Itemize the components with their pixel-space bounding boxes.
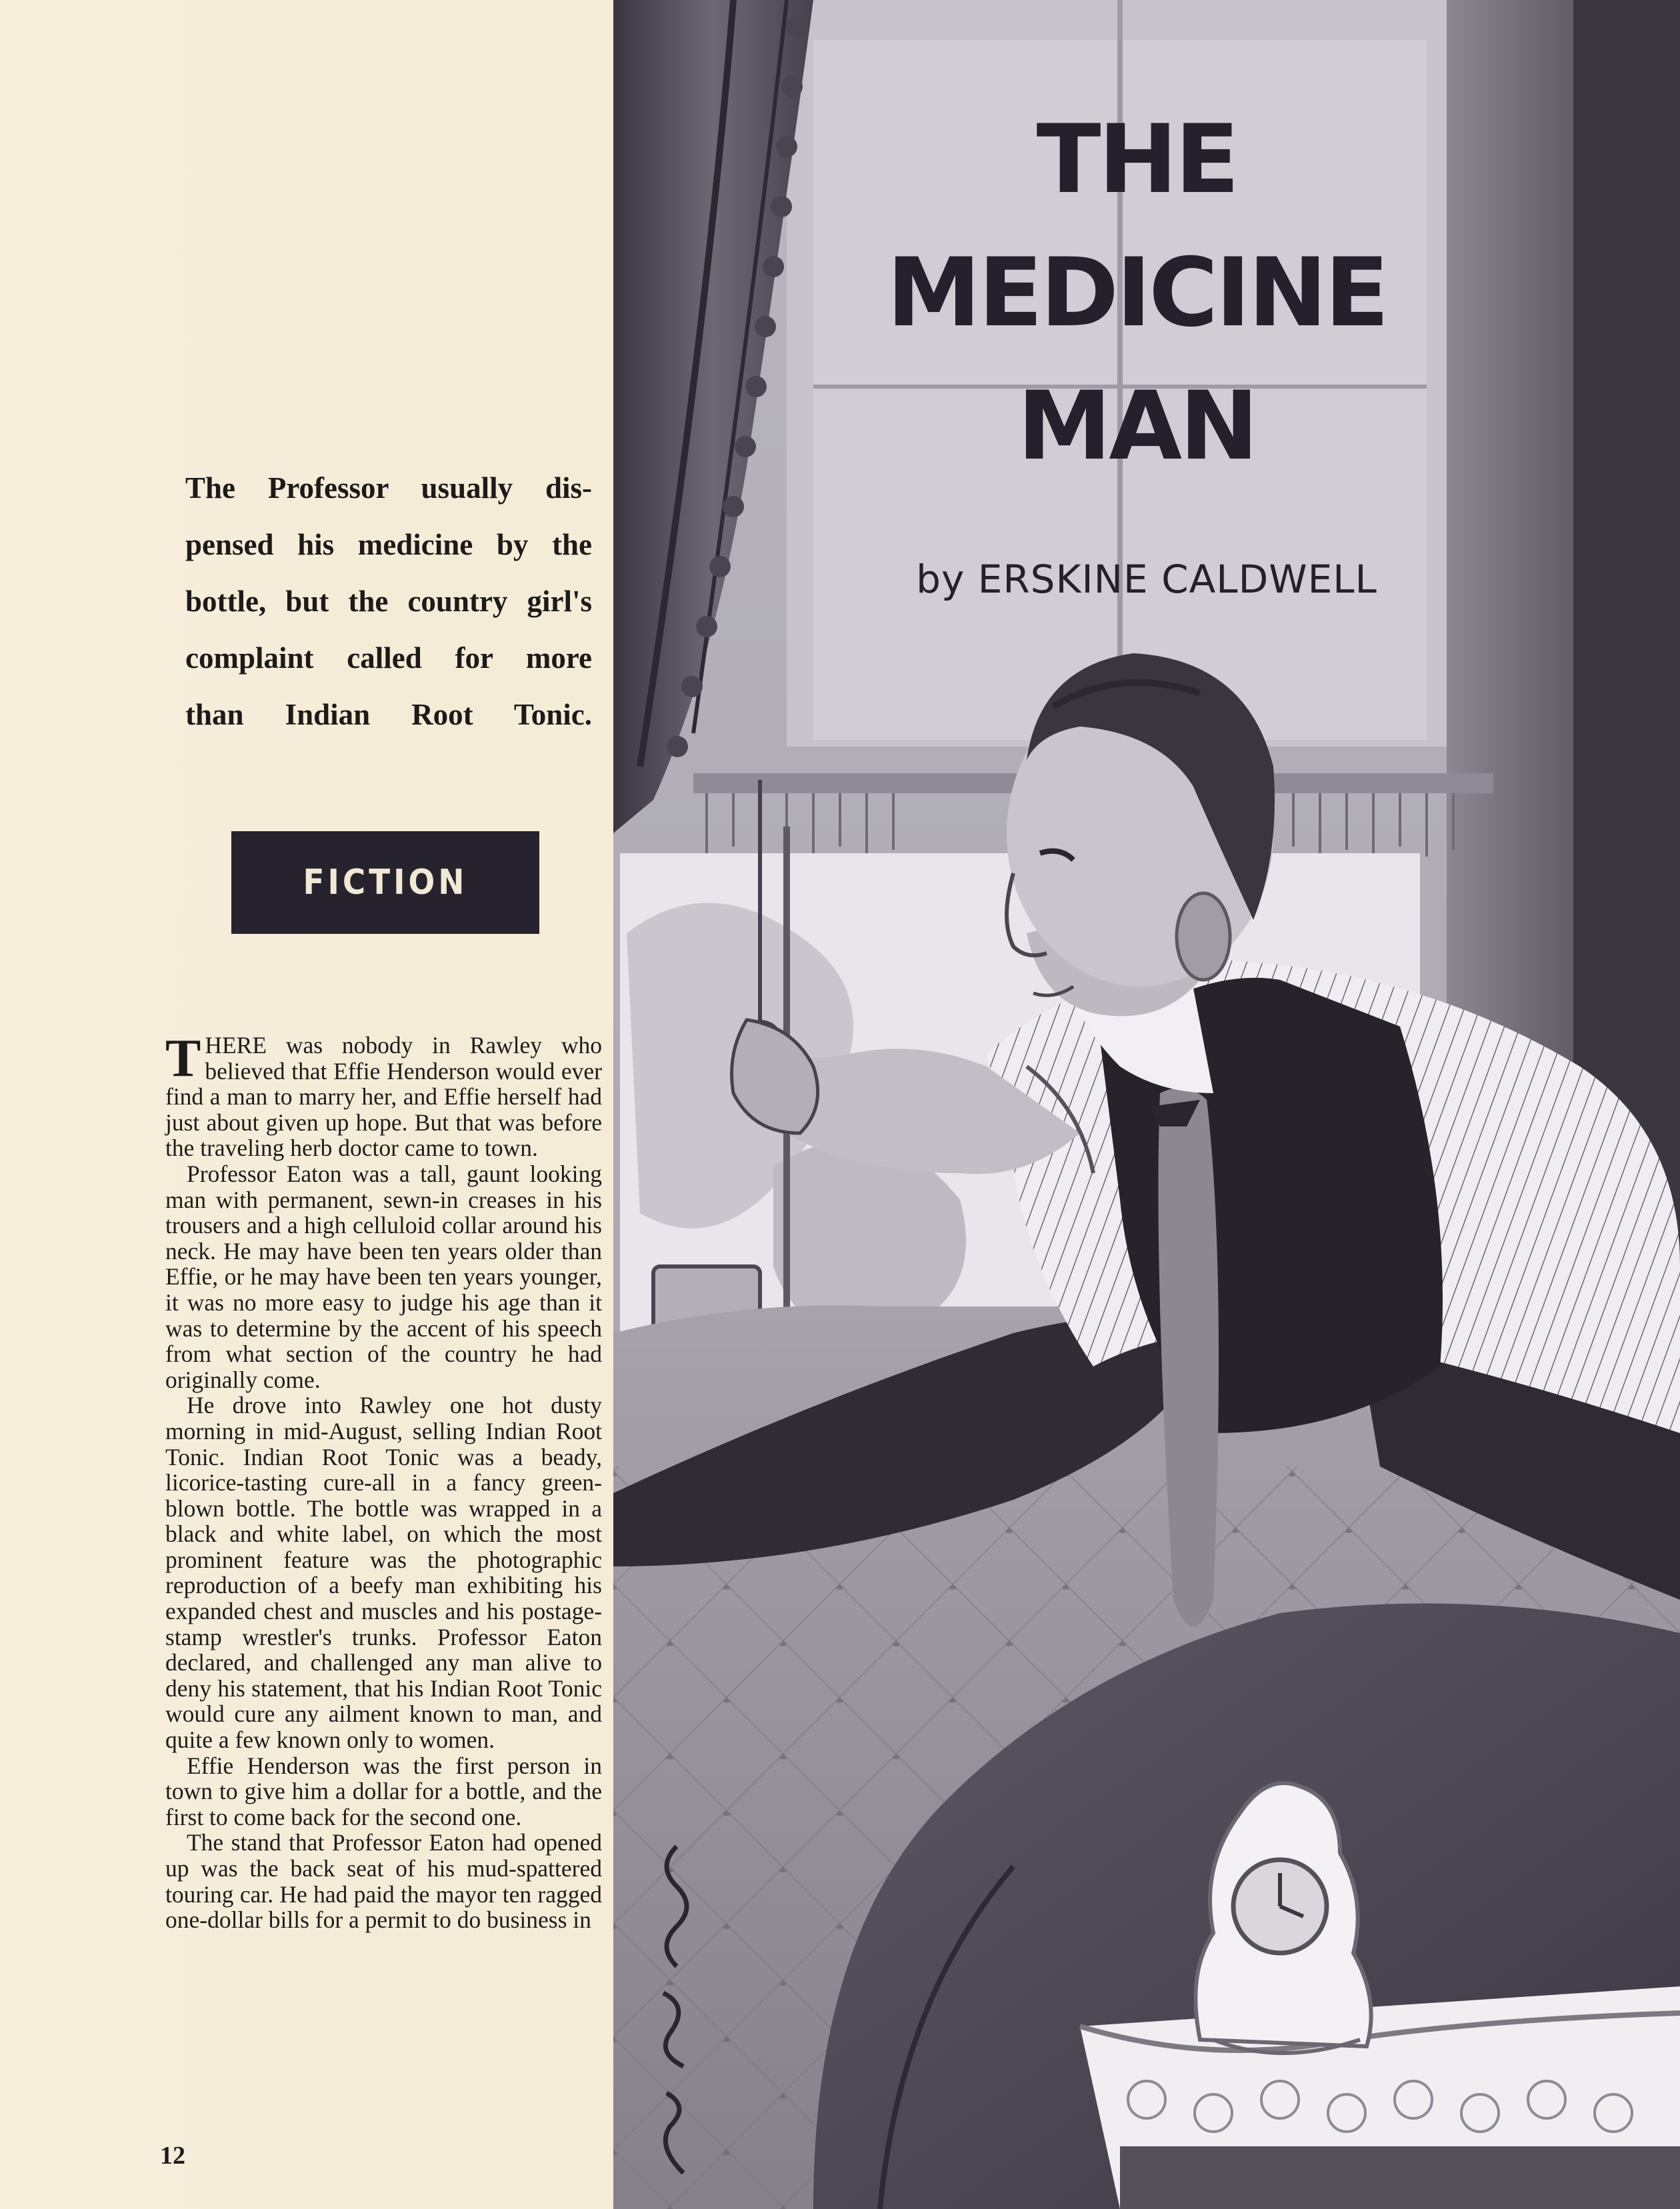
- artist-signature-icon: [650, 1840, 703, 2186]
- paragraph: [165, 1029, 602, 1162]
- paragraph-text: HERE was nobody in Rawley who believed that Effie Henderson would ever find a man to marry her, and Effie herself had just about given up hope. But that was before the traveling herb doctor came to town.: [165, 1032, 602, 1162]
- left-column: [0, 0, 613, 2209]
- deck-line: pensed his medicine by the: [185, 528, 592, 561]
- article-title: [807, 93, 1467, 493]
- section-badge: FICTION: [231, 831, 539, 934]
- title-line: MEDICINE: [887, 238, 1387, 348]
- title-line: MAN: [1017, 371, 1257, 481]
- drop-cap: T: [165, 1029, 201, 1088]
- page-number: 12: [160, 2142, 185, 2170]
- deck-line: The Professor usually dis-: [185, 471, 592, 505]
- paragraph: He drove into Rawley one hot dusty morning in mid-August, selling Indian Root Tonic. Indian Root Tonic was a beady, licorice-tasting cure-all in a fancy green-blown bottle. The bottle was wrapped in a black and white label, on which the most prominent feature was the photographic reproduction of a beefy man exhibiting his expanded chest and muscles and his postage-stamp wrestler's trunks. Professor Eaton declared, and challenged any man alive to deny his statement, that his Indian Root Tonic would cure any ailment known to man, and quite a few known only to women.: [165, 1392, 602, 1754]
- deck-line: than Indian Root Tonic.: [185, 698, 592, 731]
- deck-line: complaint called for more: [185, 641, 592, 675]
- deck-text: [185, 460, 592, 743]
- article-body: [165, 1029, 602, 1934]
- paragraph: Professor Eaton was a tall, gaunt looking man with permanent, sewn-in creases in his trousers and a high celluloid collar around his neck. He may have been ten years older than Effie, or he may have been ten years younger, it was no more easy to judge his age than it was to determine by the accent of his speech from what section of the country he had originally come.: [165, 1160, 602, 1393]
- title-line: THE: [1036, 105, 1237, 215]
- paragraph: The stand that Professor Eaton had opened up was the back seat of his mud-spattered touring car. He had paid the mayor ten ragged one-dollar bills for a permit to do business in: [165, 1829, 602, 1934]
- byline: by ERSKINE CALDWELL: [916, 557, 1377, 602]
- deck-line: bottle, but the country girl's: [185, 585, 592, 618]
- paragraph: Effie Henderson was the first person in town to give him a dollar for a bottle, and the first to come back for the second one.: [165, 1752, 602, 1830]
